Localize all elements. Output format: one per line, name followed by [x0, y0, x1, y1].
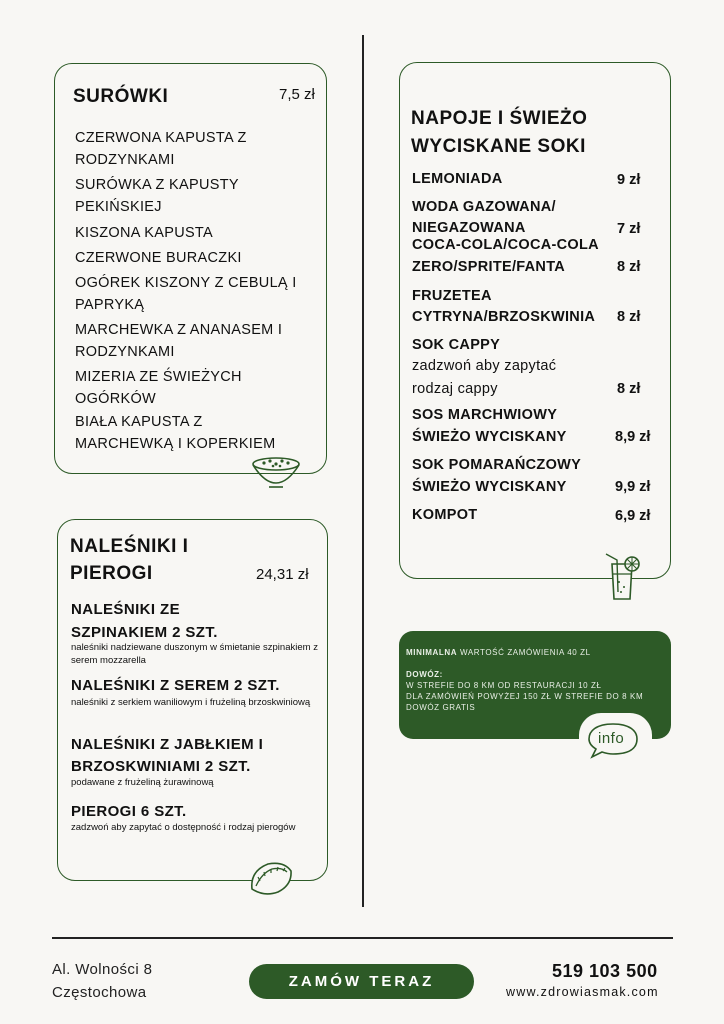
dish-name: NALEŚNIKI ZE — [71, 601, 180, 618]
drink-price: 8 zł — [617, 259, 641, 275]
salad-item: SURÓWKA Z KAPUSTY — [75, 177, 239, 193]
dish-name: NALEŚNIKI Z JABŁKIEM I — [71, 736, 264, 753]
drink-name: SOS MARCHWIOWY — [412, 407, 558, 423]
dish-description: naleśniki nadziewane duszonym w śmietanie szpinakiem z serem mozzarella — [71, 642, 318, 666]
address-city: Częstochowa — [52, 984, 147, 1001]
nalesniki-price: 24,31 zł — [256, 566, 309, 583]
phone-number[interactable]: 519 103 500 — [552, 961, 658, 981]
drink-note: rodzaj cappy — [412, 381, 498, 397]
website-link[interactable]: www.zdrowiasmak.com — [506, 985, 659, 999]
salad-item: BIAŁA KAPUSTA Z — [75, 414, 203, 430]
drink-price: 7 zł — [617, 221, 641, 237]
dumpling-icon — [248, 859, 294, 897]
salad-item: PAPRYKĄ — [75, 297, 145, 313]
surowki-title: SURÓWKI — [73, 86, 169, 107]
order-now-button[interactable]: ZAMÓW TERAZ — [249, 964, 474, 999]
juice-glass-icon — [602, 552, 644, 602]
drink-name: WODA GAZOWANA/ — [412, 199, 556, 215]
info-bubble-text: info — [598, 730, 625, 747]
drink-name: SOK POMARAŃCZOWY — [412, 457, 582, 473]
footer-divider — [52, 937, 673, 939]
delivery-line: W STREFIE DO 8 KM OD RESTAURACJI 10 ZŁ — [406, 681, 602, 690]
dish-description: naleśniki z serkiem waniliowym i frużeliną brzoskwiniową — [71, 697, 311, 708]
salad-item: OGÓREK KISZONY Z CEBULĄ I — [75, 275, 297, 291]
drink-name: ZERO/SPRITE/FANTA — [412, 259, 566, 275]
napoje-title-line1: NAPOJE I ŚWIEŻO — [411, 108, 588, 129]
napoje-title-line2: WYCISKANE SOKI — [411, 136, 586, 157]
surowki-price: 7,5 zł — [279, 86, 315, 103]
nalesniki-title-line1: NALEŚNIKI I — [70, 536, 189, 557]
salad-item: MIZERIA ZE ŚWIEŻYCH — [75, 369, 242, 385]
salad-item: PEKIŃSKIEJ — [75, 199, 162, 215]
drink-price: 8 zł — [617, 309, 641, 325]
drink-name: ŚWIEŻO WYCISKANY — [412, 479, 567, 495]
min-order-label: MINIMALNA — [406, 648, 458, 657]
drink-name: CYTRYNA/BRZOSKWINIA — [412, 309, 596, 325]
drink-price: 8,9 zł — [615, 429, 651, 445]
drink-price: 6,9 zł — [615, 508, 651, 524]
salad-item: CZERWONE BURACZKI — [75, 250, 242, 266]
salad-item: MARCHEWKĄ I KOPERKIEM — [75, 436, 276, 452]
drink-name: LEMONIADA — [412, 171, 503, 187]
dish-description: podawane z frużeliną żurawinową — [71, 777, 214, 788]
drink-price: 9,9 zł — [615, 479, 651, 495]
address-street: Al. Wolności 8 — [52, 961, 153, 978]
dish-name: SZPINAKIEM 2 SZT. — [71, 624, 218, 641]
salad-item: OGÓRKÓW — [75, 391, 157, 407]
salad-item: RODZYNKAMI — [75, 344, 175, 360]
center-divider — [362, 35, 364, 907]
delivery-line: DLA ZAMÓWIEŃ POWYŻEJ 150 ZŁ W STREFIE DO 8 KM — [406, 692, 644, 701]
drink-name: COCA-COLA/COCA-COLA — [412, 237, 599, 253]
drink-name: SOK CAPPY — [412, 337, 501, 353]
dish-name: PIEROGI 6 SZT. — [71, 803, 187, 820]
drink-name: FRUZETEA — [412, 288, 492, 304]
drink-price: 8 zł — [617, 381, 641, 397]
drink-name: ŚWIEŻO WYCISKANY — [412, 429, 567, 445]
min-order-text: WARTOŚĆ ZAMÓWIENIA 40 ZL — [460, 648, 591, 657]
drink-name: KOMPOT — [412, 507, 478, 523]
drink-price: 9 zł — [617, 172, 641, 188]
salad-item: CZERWONA KAPUSTA Z — [75, 130, 247, 146]
delivery-line: DOWÓZ GRATIS — [406, 703, 476, 712]
nalesniki-title-line2: PIEROGI — [70, 563, 153, 584]
drink-note: zadzwoń aby zapytać — [412, 358, 557, 374]
drink-name: NIEGAZOWANA — [412, 220, 526, 236]
delivery-title: DOWÓZ: — [406, 670, 443, 679]
salad-item: RODZYNKAMI — [75, 152, 175, 168]
dish-name: BRZOSKWINIAMI 2 SZT. — [71, 758, 251, 775]
salad-bowl-icon — [249, 455, 303, 491]
dish-name: NALEŚNIKI Z SEREM 2 SZT. — [71, 677, 280, 694]
dish-description: zadzwoń aby zapytać o dostępność i rodzaj pierogów — [71, 822, 296, 833]
salad-item: MARCHEWKA Z ANANASEM I — [75, 322, 283, 338]
salad-item: KISZONA KAPUSTA — [75, 225, 213, 241]
